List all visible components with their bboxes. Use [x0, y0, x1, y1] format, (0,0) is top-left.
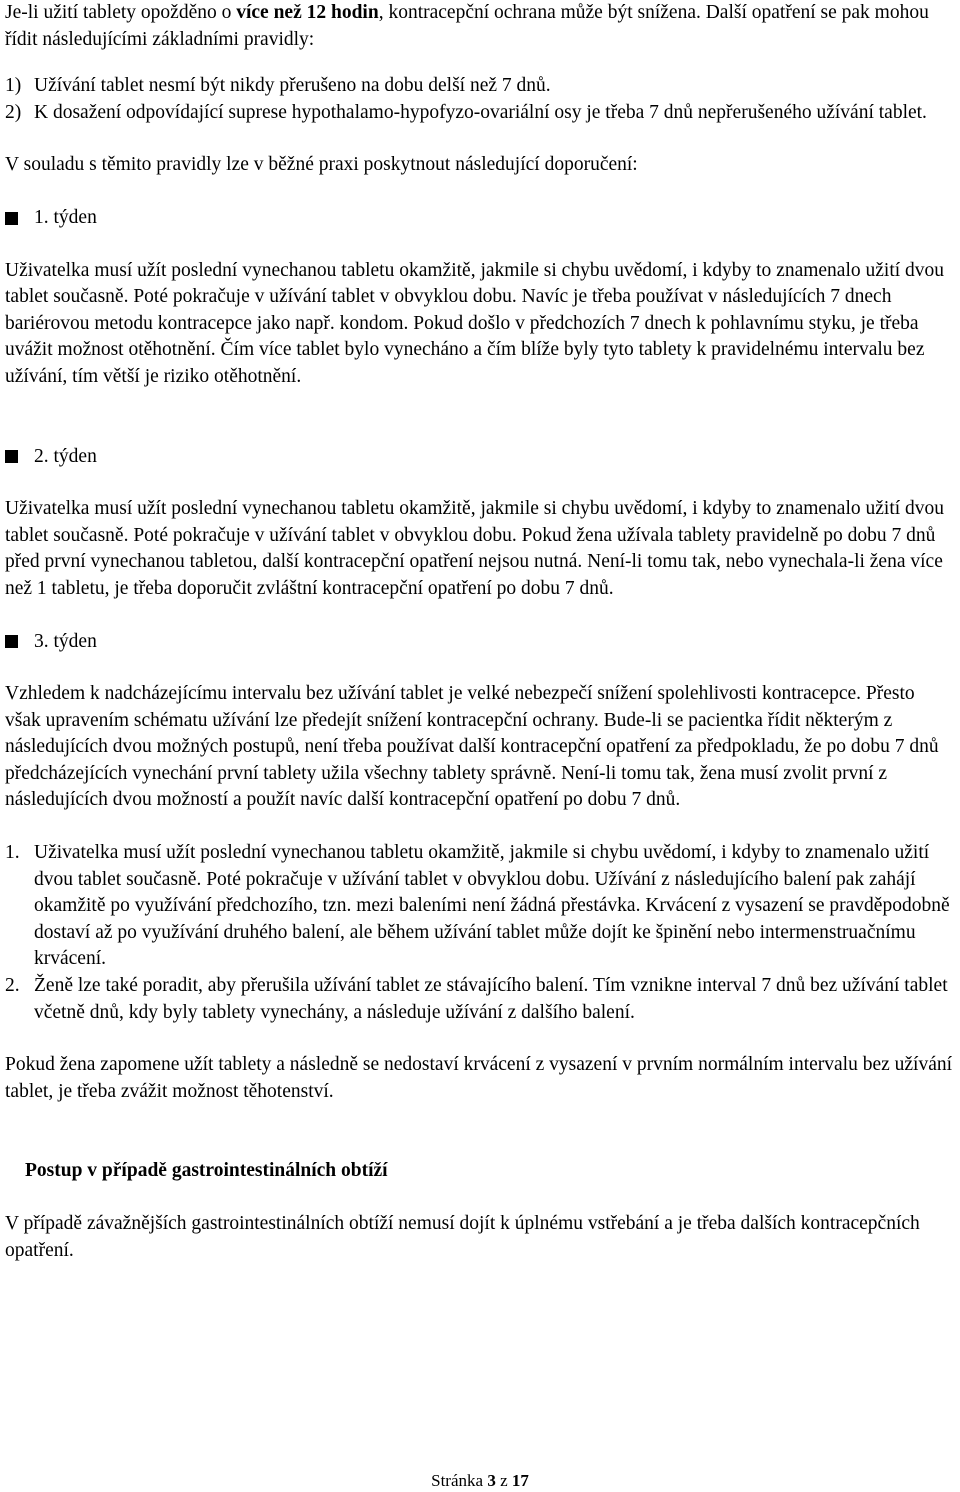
option-item-1 [5, 840, 955, 973]
rule-number: 1) [5, 75, 22, 97]
week3-heading-label: 3. týden [34, 630, 97, 652]
square-bullet-icon [5, 212, 18, 225]
week1-heading [5, 205, 955, 232]
week3-heading [5, 629, 955, 656]
pregnancy-note: Pokud žena zapomene užít tablety a následně se nedostaví krvácení z vysazení v prvním normálním intervalu bez užívání tablet, je třeba zvážit možnost těhotenství. [5, 1054, 953, 1102]
week1-heading-label: 1. týden [34, 206, 97, 228]
page-footer [0, 1470, 960, 1492]
option-item-2 [5, 973, 955, 1026]
rule-text: Užívání tablet nesmí být nikdy přerušeno na dobu delší než 7 dnů. [34, 75, 551, 97]
intro-paragraph [5, 0, 955, 53]
week1-paragraph: Uživatelka musí užít poslední vynechanou tabletu okamžitě, jakmile si chybu uvědomí, i kdyby to znamenalo užití dvou tablet současně. Poté pokračuje v užívání tablet v obvyklou dobu. Navíc je třeba používat v následujících 7 dnech bariérovou metodu kontracepce jako např. kondom. Pokud došlo v předchozích 7 dnech k pohlavnímu styku, je třeba uvážit možnost otěhotnění. Čím více tablet bylo vynecháno a čím blíže byly tyto tablety k pravidelnému intervalu bez užívání, tím větší je riziko otěhotnění. [5, 259, 945, 387]
week2-heading-label: 2. týden [34, 445, 97, 467]
option-text: Uživatelka musí užít poslední vynechanou tabletu okamžitě, jakmile si chybu uvědomí, i kdyby to znamenalo užití dvou tablet současně. Poté pokračuje v užívání tablet v obvyklou dobu. Užívání z následujícího balení pak zahájí okamžitě po využívání předchozího, tzn. mezi baleními není žádná přestávka. Krvácení z vysazení se pravděpodobně dostaví až po využívání druhého balení, ale během užívání tablet může dojít ke špinění nebo intermenstruačnímu krvácení. [34, 842, 950, 970]
week2-paragraph: Uživatelka musí užít poslední vynechanou tabletu okamžitě, jakmile si chybu uvědomí, i kdyby to znamenalo užití dvou tablet současně. Poté pokračuje v užívání tablet v obvyklou dobu. Pokud žena užívala tablety pravidelně po dobu 7 dnů před první vynechanou tabletou, další kontracepční opatření nejsou nutná. Není-li tomu tak, nebo vynechala-li žena více než 1 tabletu, je třeba doporučit zvláštní kontracepční opatření po dobu 7 dnů. [5, 498, 945, 599]
square-bullet-icon [5, 635, 18, 648]
rule-text: K dosažení odpovídající suprese hypothalamo-hypofyzo-ovariální osy je třeba 7 dnů nepřerušeného užívání tablet. [34, 101, 927, 123]
footer-page-number: 3 [487, 1471, 496, 1490]
option-number: 2. [5, 975, 20, 997]
intro-bold-text: více než 12 hodin [236, 2, 379, 23]
rule-item-1 [5, 73, 955, 100]
document-page [5, 0, 955, 1264]
intro-text-end: , kontracepční ochrana může být snížena. Další opatření se pak mohou řídit následujícími základními pravidly: [5, 2, 929, 50]
week3-paragraph: Vzhledem k nadcházejícímu intervalu bez užívání tablet je velké nebezpečí snížení spolehlivosti kontracepce. Přesto však upravením schématu užívání lze předejít snížení kontracepční ochrany. Bude-li se pacientka řídit některým z následujících dvou možných postupů, není třeba používat další kontracepční opatření za předpokladu, že po dobu 7 dnů předcházejících vynechání první tablety užila všechny tablety správně. Není-li tomu tak, žena musí zvolit první z následujících dvou možností a použít navíc další kontracepční opatření po dobu 7 dnů. [5, 683, 939, 811]
option-text: Ženě lze také poradit, aby přerušila užívání tablet ze stávajícího balení. Tím vznikne interval 7 dnů bez užívání tablet včetně dnů, kdy byly tablety vynechány, a následuje užívání z dalšího balení. [34, 975, 948, 1023]
footer-page-total: 17 [511, 1471, 529, 1490]
footer-separator: z [495, 1471, 512, 1490]
rule-number: 2) [5, 101, 22, 123]
option-number: 1. [5, 842, 20, 864]
footer-prefix: Stránka [431, 1471, 488, 1490]
square-bullet-icon [5, 450, 18, 463]
rule-item-2 [5, 100, 955, 127]
week2-heading [5, 444, 955, 471]
gastro-paragraph: V případě závažnějších gastrointestinálních obtíží nemusí dojít k úplnému vstřebání a je třeba dalších kontracepčních opatření. [5, 1213, 920, 1261]
recommendation-intro: V souladu s těmito pravidly lze v běžné praxi poskytnout následující doporučení: [5, 154, 638, 176]
gastro-section-title: Postup v případě gastrointestinálních obtíží [25, 1160, 388, 1182]
intro-text-start: Je-li užití tablety opožděno o [5, 2, 237, 23]
